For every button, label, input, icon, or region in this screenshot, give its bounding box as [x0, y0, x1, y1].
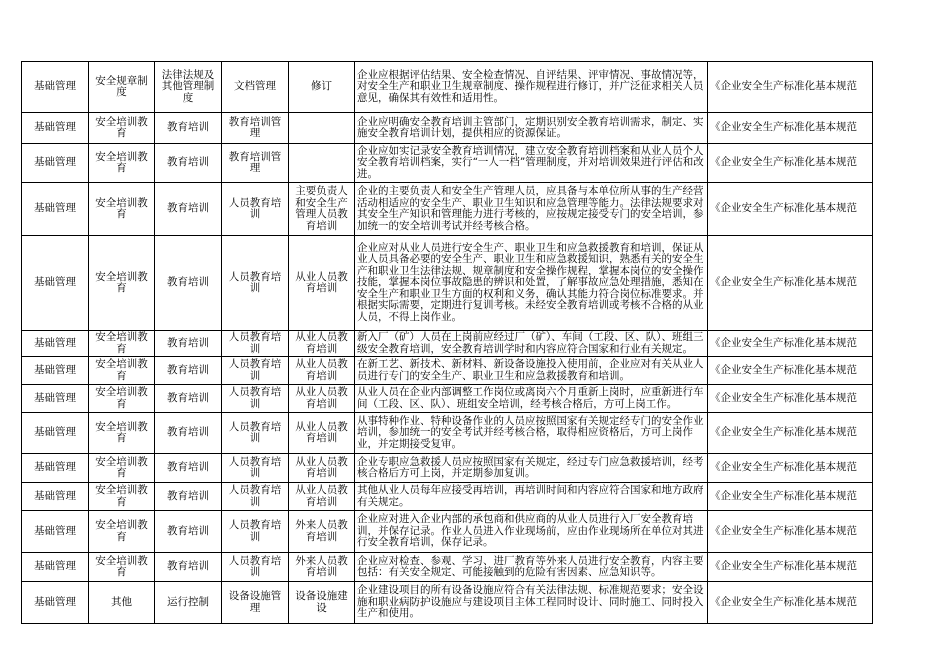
source-cell: 《企业安全生产标准化基本规范	[708, 113, 873, 144]
item-cell: 文档管理	[222, 62, 289, 113]
item-cell: 人员教育培训	[222, 511, 289, 553]
sub-item-cell: 外来人员教育培训	[289, 511, 355, 553]
sub-item-cell: 从业人员教育培训	[289, 483, 355, 511]
requirement-cell: 在新工艺、新技术、新材料、新设备设施投入使用前，企业应对有关从业人员进行专门的安全生产、职业卫生和应急救援教育和培训。	[355, 357, 708, 385]
source-cell: 《企业安全生产标准化基本规范	[708, 62, 873, 113]
table-row	[22, 483, 873, 511]
element-cell: 安全培训教育	[89, 113, 155, 144]
source-cell: 《企业安全生产标准化基本规范	[708, 553, 873, 582]
requirement-cell: 从业人员在企业内部调整工作岗位或离岗六个月重新上岗时，应重新进行车间（工段、区、队）、班组安全培训，经考核合格后，方可上岗工作。	[355, 385, 708, 413]
source-cell: 《企业安全生产标准化基本规范	[708, 385, 873, 413]
requirement-cell: 企业应明确安全教育培训主管部门，定期识别安全教育培训需求，制定、实施安全教育培训计划，提供相应的资源保证。	[355, 113, 708, 144]
element-cell: 安全培训教育	[89, 511, 155, 553]
element-cell: 安全规章制度	[89, 62, 155, 113]
item-cell: 教育培训管理	[222, 144, 289, 183]
sub-item-cell: 从业人员教育培训	[289, 357, 355, 385]
category-cell: 基础管理	[22, 357, 89, 385]
category-cell: 基础管理	[22, 454, 89, 483]
requirement-cell: 企业应根据评估结果、安全检查情况、自评结果、评审情况、事故情况等，对安全生产和职业卫生规章制度、操作规程进行修订，并广泛征求相关人员意见，确保其有效性和适用性。	[355, 62, 708, 113]
category-cell: 基础管理	[22, 413, 89, 454]
item-cell: 设备设施管理	[222, 582, 289, 624]
element-cell: 安全培训教育	[89, 357, 155, 385]
source-cell: 《企业安全生产标准化基本规范	[708, 483, 873, 511]
element-cell: 安全培训教育	[89, 454, 155, 483]
item-cell: 人员教育培训	[222, 236, 289, 331]
category-cell: 基础管理	[22, 511, 89, 553]
table-row	[22, 511, 873, 553]
requirement-cell: 企业专职应急救援人员应按照国家有关规定，经过专门应急救援培训，经考核合格后方可上岗，并定期参加复训。	[355, 454, 708, 483]
category-cell: 基础管理	[22, 113, 89, 144]
sub-item-cell: 主要负责人和安全生产管理人员教育培训	[289, 183, 355, 236]
sub-element-cell: 教育培训	[155, 331, 222, 357]
requirement-cell: 新入厂（矿）人员在上岗前应经过厂（矿）、车间（工段、区、队）、班组三级安全教育培训，安全教育培训学时和内容应符合国家和行业有关规定。	[355, 331, 708, 357]
item-cell: 人员教育培训	[222, 357, 289, 385]
sub-element-cell: 教育培训	[155, 553, 222, 582]
sub-element-cell: 教育培训	[155, 483, 222, 511]
sub-element-cell: 教育培训	[155, 511, 222, 553]
sub-element-cell: 教育培训	[155, 454, 222, 483]
source-cell: 《企业安全生产标准化基本规范	[708, 331, 873, 357]
item-cell: 人员教育培训	[222, 413, 289, 454]
requirement-cell: 企业应对从业人员进行安全生产、职业卫生和应急救援教育和培训，保证从业人员具备必要的安全生产、职业卫生和应急救援知识，熟悉有关的安全生产和职业卫生法律法规、规章制度和安全操作规程，掌握本岗位的安全操作技能，掌握本岗位事故隐患的辨识和处置，了解事故应急处理措施，悉知在安全生产和职业卫生方面的权利和义务，确认其能力符合岗位标准要求。并根据实际需要，定期进行复训考核。未经安全教育培训或考核不合格的从业人员，不得上岗作业。	[355, 236, 708, 331]
sub-item-cell: 从业人员教育培训	[289, 236, 355, 331]
category-cell: 基础管理	[22, 483, 89, 511]
item-cell: 人员教育培训	[222, 331, 289, 357]
requirement-cell: 其他从业人员每年应接受再培训，再培训时间和内容应符合国家和地方政府有关规定。	[355, 483, 708, 511]
source-cell: 《企业安全生产标准化基本规范	[708, 454, 873, 483]
source-cell: 《企业安全生产标准化基本规范	[708, 357, 873, 385]
sub-item-cell	[289, 144, 355, 183]
element-cell: 安全培训教育	[89, 413, 155, 454]
sub-item-cell: 修订	[289, 62, 355, 113]
element-cell: 安全培训教育	[89, 553, 155, 582]
requirement-cell: 企业应对进入企业内部的承包商和供应商的从业人员进行入厂安全教育培训，并保存记录。作业人员进入作业现场前，应由作业现场所在单位对其进行安全教育培训，保存记录。	[355, 511, 708, 553]
source-cell: 《企业安全生产标准化基本规范	[708, 413, 873, 454]
table-row	[22, 413, 873, 454]
item-cell: 教育培训管理	[222, 113, 289, 144]
table-body	[22, 62, 873, 624]
table-row	[22, 553, 873, 582]
table-row	[22, 454, 873, 483]
sub-element-cell: 教育培训	[155, 113, 222, 144]
sub-element-cell: 教育培训	[155, 357, 222, 385]
source-cell: 《企业安全生产标准化基本规范	[708, 511, 873, 553]
sub-item-cell: 从业人员教育培训	[289, 385, 355, 413]
sub-element-cell: 教育培训	[155, 236, 222, 331]
element-cell: 其他	[89, 582, 155, 624]
sub-item-cell: 从业人员教育培训	[289, 331, 355, 357]
source-cell: 《企业安全生产标准化基本规范	[708, 144, 873, 183]
table-row	[22, 62, 873, 113]
item-cell: 人员教育培训	[222, 483, 289, 511]
sub-item-cell: 从业人员教育培训	[289, 454, 355, 483]
requirement-cell: 企业应如实记录安全教育培训情况，建立安全教育培训档案和从业人员个人安全教育培训档案，实行“一人一档”管理制度，并对培训效果进行评估和改进。	[355, 144, 708, 183]
table-row	[22, 385, 873, 413]
sub-element-cell: 运行控制	[155, 582, 222, 624]
item-cell: 人员教育培训	[222, 553, 289, 582]
table-row	[22, 236, 873, 331]
element-cell: 安全培训教育	[89, 483, 155, 511]
table-row	[22, 331, 873, 357]
requirement-cell: 从事特种作业、特种设备作业的人员应按照国家有关规定经专门的安全作业培训，参加统一的安全考试并经考核合格，取得相应资格后，方可上岗作业，并定期接受复审。	[355, 413, 708, 454]
source-cell: 《企业安全生产标准化基本规范	[708, 236, 873, 331]
category-cell: 基础管理	[22, 582, 89, 624]
item-cell: 人员教育培训	[222, 385, 289, 413]
element-cell: 安全培训教育	[89, 331, 155, 357]
source-cell: 《企业安全生产标准化基本规范	[708, 582, 873, 624]
category-cell: 基础管理	[22, 144, 89, 183]
element-cell: 安全培训教育	[89, 183, 155, 236]
element-cell: 安全培训教育	[89, 144, 155, 183]
element-cell: 安全培训教育	[89, 385, 155, 413]
category-cell: 基础管理	[22, 553, 89, 582]
sub-element-cell: 法律法规及其他管理制度	[155, 62, 222, 113]
table-row	[22, 113, 873, 144]
category-cell: 基础管理	[22, 183, 89, 236]
table-row	[22, 582, 873, 624]
item-cell: 人员教育培训	[222, 183, 289, 236]
element-cell: 安全培训教育	[89, 236, 155, 331]
table-row	[22, 357, 873, 385]
item-cell: 人员教育培训	[222, 454, 289, 483]
requirement-cell: 企业的主要负责人和安全生产管理人员，应具备与本单位所从事的生产经营活动相适应的安全生产、职业卫生知识和应急管理等能力。法律法规要求对其安全生产知识和管理能力进行考核的，应按规定接受专门的安全培训，参加统一的安全培训考试并经考核合格。	[355, 183, 708, 236]
category-cell: 基础管理	[22, 331, 89, 357]
regulation-table	[21, 61, 873, 624]
sub-element-cell: 教育培训	[155, 183, 222, 236]
source-cell: 《企业安全生产标准化基本规范	[708, 183, 873, 236]
requirement-cell: 企业应对检查、参观、学习、进厂教育等外来人员进行安全教育，内容主要包括：有关安全规定、可能接触到的危险有害因素、应急知识等。	[355, 553, 708, 582]
sub-item-cell: 从业人员教育培训	[289, 413, 355, 454]
requirement-cell: 企业建设项目的所有设备设施应符合有关法律法规、标准规范要求；安全设施和职业病防护设施应与建设项目主体工程同时设计、同时施工、同时投入生产和使用。	[355, 582, 708, 624]
sub-element-cell: 教育培训	[155, 413, 222, 454]
category-cell: 基础管理	[22, 385, 89, 413]
category-cell: 基础管理	[22, 62, 89, 113]
sub-item-cell: 外来人员教育培训	[289, 553, 355, 582]
sub-item-cell: 设备设施建设	[289, 582, 355, 624]
category-cell: 基础管理	[22, 236, 89, 331]
table-row	[22, 144, 873, 183]
sub-element-cell: 教育培训	[155, 144, 222, 183]
table-row	[22, 183, 873, 236]
sub-item-cell	[289, 113, 355, 144]
sub-element-cell: 教育培训	[155, 385, 222, 413]
